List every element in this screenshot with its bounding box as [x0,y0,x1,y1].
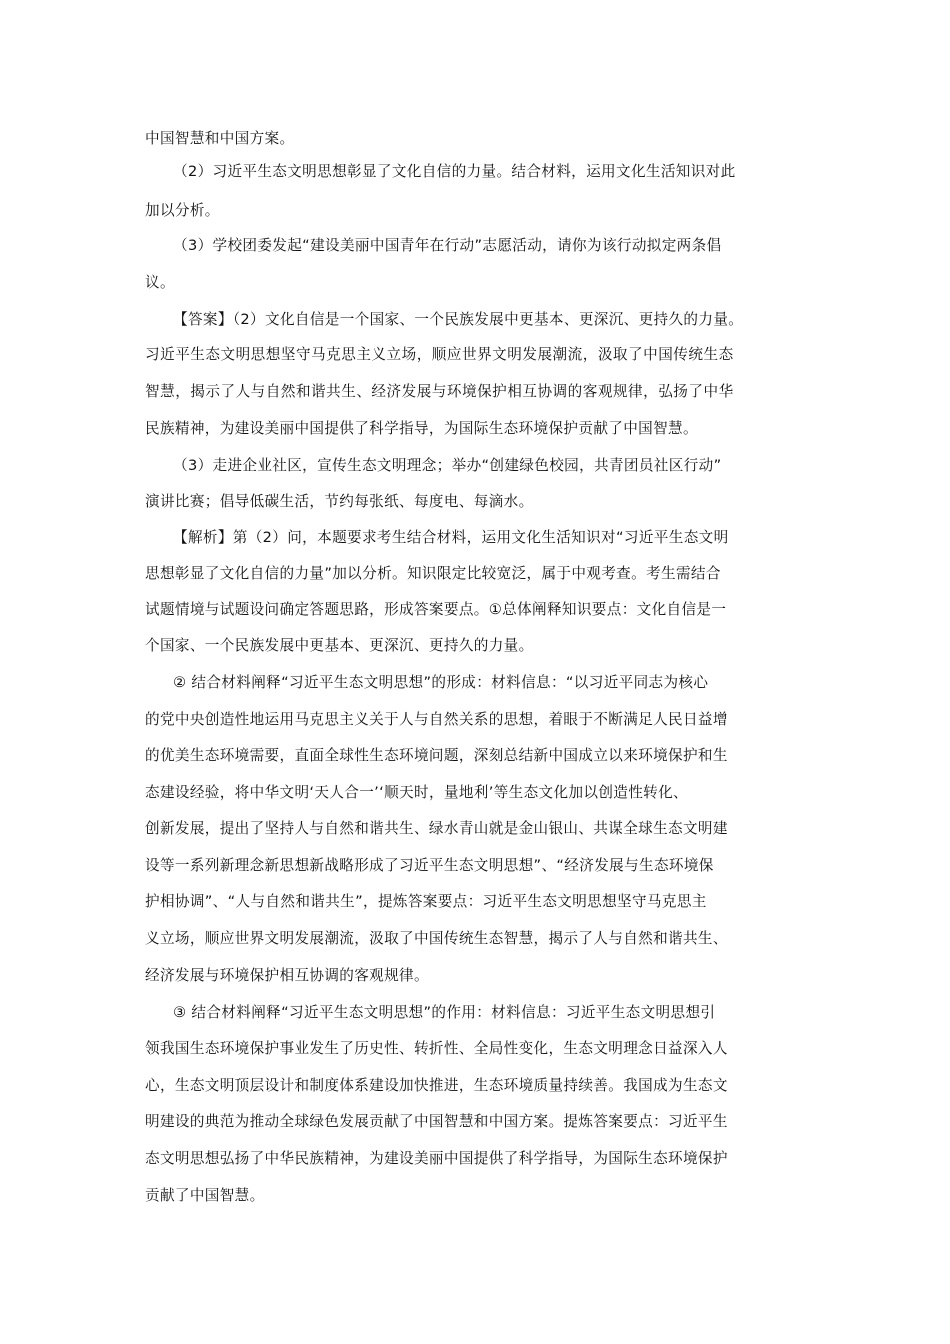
text-line: 中国智慧和中国方案。 [145,130,295,147]
point-2: ② 结合材料阐释“习近平生态文明思想”的形成：材料信息：“以习近平同志为核心 [173,674,709,691]
point-3: ③ 结合材料阐释“习近平生态文明思想”的作用：材料信息：习近平生态文明思想引 [173,1004,716,1021]
text-line: 贡献了中国智慧。 [145,1187,265,1204]
text-line: 试题情境与试题设问确定答题思路，形成答案要点。①总体阐释知识要点：文化自信是一 [145,601,727,618]
text-line: 加以分析。 [145,202,220,219]
text-line: 民族精神，为建设美丽中国提供了科学指导，为国际生态环境保护贡献了中国智慧。 [145,420,698,437]
text-line: 的党中央创造性地运用马克思主义关于人与自然关系的思想，着眼于不断满足人民日益增 [145,711,728,728]
question-2: （2）习近平生态文明思想彰显了文化自信的力量。结合材料，运用文化生活知识对此 [173,163,736,180]
question-3: （3）学校团委发起“建设美丽中国青年在行动”志愿活动，请你为该行动拟定两条倡 [173,237,722,254]
text-line: 思想彰显了文化自信的力量”加以分析。知识限定比较宽泛，属于中观考查。考生需结合 [145,565,721,582]
text-line: 经济发展与环境保护相互协调的客观规律。 [145,967,429,984]
text-line: 的优美生态环境需要，直面全球性生态环境问题，深刻总结新中国成立以来环境保护和生 [145,747,728,764]
text-line: 演讲比赛；倡导低碳生活，节约每张纸、每度电、每滴水。 [145,493,534,510]
text-line: 态建设经验，将中华文明‘天人合一’‘顺天时，量地利’等生态文化加以创造性转化、 [145,784,688,801]
answer-heading: 【答案】（2）文化自信是一个国家、一个民族发展中更基本、更深沉、更持久的力量。 [173,311,744,328]
text-line: 智慧，揭示了人与自然和谐共生、经济发展与环境保护相互协调的客观规律，弘扬了中华 [145,383,734,400]
text-line: 护相协调”、“人与自然和谐共生”，提炼答案要点：习近平生态文明思想坚守马克思主 [145,893,707,910]
text-line: 议。 [145,274,175,291]
text-line: 明建设的典范为推动全球绿色发展贡献了中国智慧和中国方案。提炼答案要点：习近平生 [145,1113,728,1130]
text-line: 个国家、一个民族发展中更基本、更深沉、更持久的力量。 [145,637,534,654]
text-line: 心，生态文明顶层设计和制度体系建设加快推进，生态环境质量持续善。我国成为生态文 [145,1077,728,1094]
analysis-heading: 【解析】第（2）问，本题要求考生结合材料，运用文化生活知识对“习近平生态文明 [173,529,729,546]
text-line: 习近平生态文明思想坚守马克思主义立场，顺应世界文明发展潮流，汲取了中国传统生态 [145,346,734,363]
text-line: 创新发展，提出了坚持人与自然和谐共生、绿水青山就是金山银山、共谋全球生态文明建 [145,820,728,837]
text-line: 态文明思想弘扬了中华民族精神，为建设美丽中国提供了科学指导，为国际生态环境保护 [145,1150,728,1167]
text-line: 设等一系列新理念新思想新战略形成了习近平生态文明思想”、“经济发展与生态环境保 [145,857,714,874]
answer-3: （3）走进企业社区，宣传生态文明理念；举办“创建绿色校园，共青团员社区行动” [173,457,722,474]
text-line: 领我国生态环境保护事业发生了历史性、转折性、全局性变化，生态文明理念日益深入人 [145,1040,728,1057]
text-line: 义立场，顺应世界文明发展潮流，汲取了中国传统生态智慧，揭示了人与自然和谐共生、 [145,930,728,947]
